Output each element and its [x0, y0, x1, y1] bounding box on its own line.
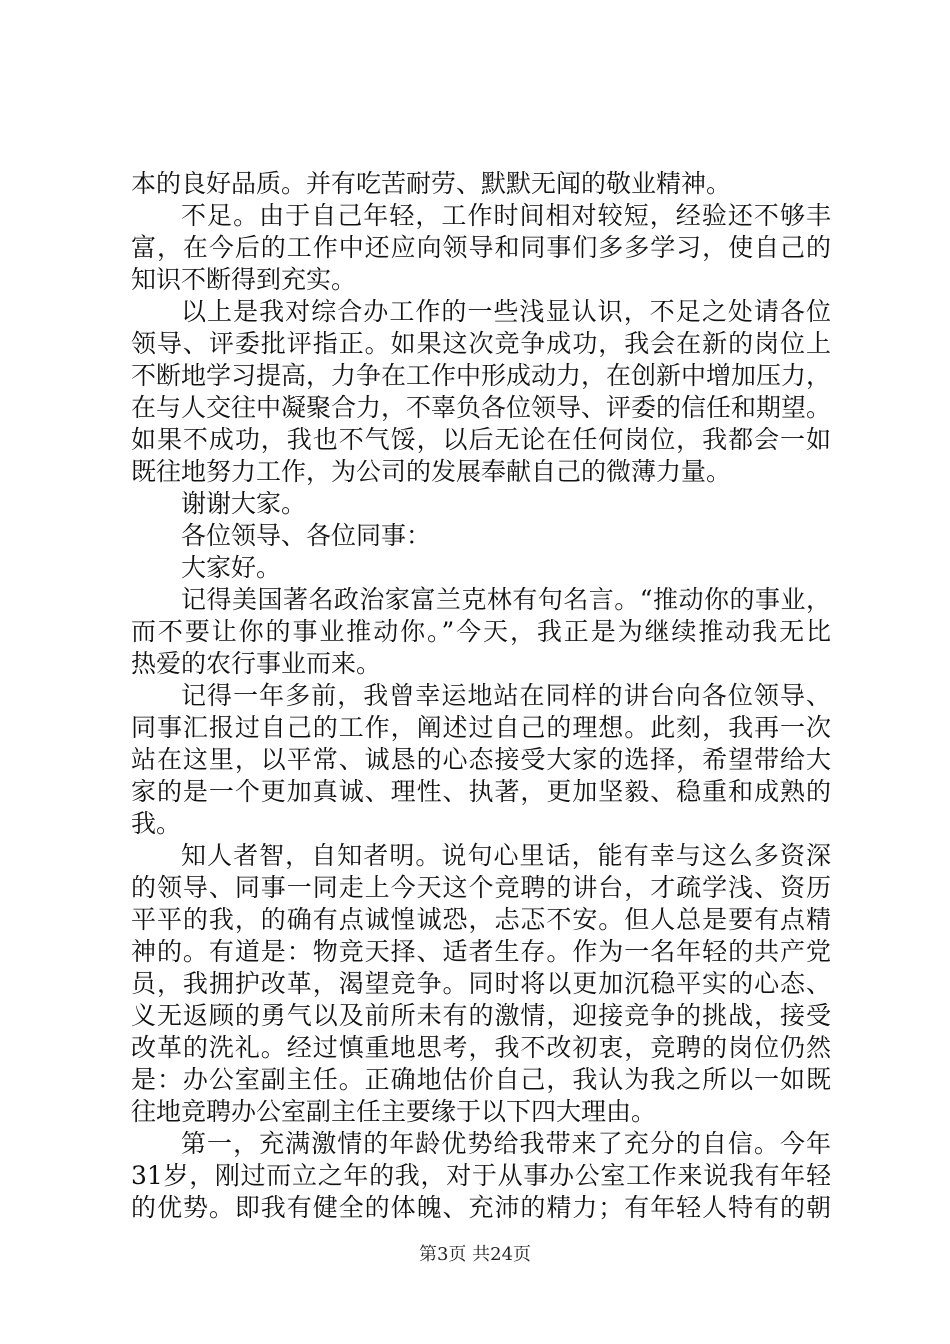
text-line: 热爱的农行事业而来。: [131, 649, 382, 678]
text-line: 义无返顾的勇气以及前所未有的激情，迎接竞争的挑战，接受: [131, 1001, 831, 1030]
text-line: 同事汇报过自己的工作，阐述过自己的理想。此刻，我再一次: [131, 713, 831, 742]
page-footer: 第3页 共24页: [418, 1244, 532, 1265]
text-line: 本的良好品质。并有吃苦耐劳、默默无闻的敬业精神。: [131, 169, 732, 198]
text-line: 以上是我对综合办工作的一些浅显认识，不足之处请各位: [181, 297, 831, 326]
text-line: 是：办公室副主任。正确地估价自己，我认为我之所以一如既: [131, 1065, 831, 1094]
text-line: 记得一年多前，我曾幸运地站在同样的讲台向各位领导、: [181, 681, 831, 710]
text-line: 在与人交往中凝聚合力，不辜负各位领导、评委的信任和期望。: [131, 393, 831, 422]
text-line: 大家好。: [181, 553, 282, 582]
text-line: 谢谢大家。: [181, 489, 307, 518]
text-line: 往地竞聘办公室副主任主要缘于以下四大理由。: [131, 1097, 657, 1126]
text-line: 如果不成功，我也不气馁，以后无论在任何岗位，我都会一如: [131, 425, 831, 454]
text-line: 不足。由于自己年轻，工作时间相对较短，经验还不够丰: [181, 201, 831, 230]
text-line: 神的。有道是：物竞天择、适者生存。作为一名年轻的共产党: [131, 937, 831, 966]
text-line: 既往地努力工作，为公司的发展奉献自己的微薄力量。: [131, 457, 732, 486]
text-line: 第一，充满激情的年龄优势给我带来了充分的自信。今年: [181, 1129, 831, 1158]
text-line: 富，在今后的工作中还应向领导和同事们多多学习，使自己的: [131, 233, 831, 262]
text-line: 的优势。即我有健全的体魄、充沛的精力；有年轻人特有的朝: [131, 1193, 831, 1222]
text-line: 知人者智，自知者明。说句心里话，能有幸与这么多资深: [181, 841, 831, 870]
text-line: 而不要让你的事业推动你。”今天，我正是为继续推动我无比: [131, 617, 831, 646]
text-line: 家的是一个更加真诚、理性、执著，更加坚毅、稳重和成熟的: [131, 777, 831, 806]
text-line: 改革的洗礼。经过慎重地思考，我不改初衷，竞聘的岗位仍然: [131, 1033, 831, 1062]
text-line: 不断地学习提高，力争在工作中形成动力，在创新中增加压力，: [131, 361, 831, 390]
text-line: 知识不断得到充实。: [131, 265, 357, 294]
text-line: 的领导、同事一同走上今天这个竞聘的讲台，才疏学浅、资历: [131, 873, 831, 902]
text-line: 平平的我，的确有点诚惶诚恐，忐忑不安。但人总是要有点精: [131, 905, 831, 934]
text-line: 站在这里，以平常、诚恳的心态接受大家的选择，希望带给大: [131, 745, 831, 774]
text-line: 我。: [131, 809, 182, 838]
text-line: 记得美国著名政治家富兰克林有句名言。“推动你的事业，: [181, 585, 831, 614]
document-body: [131, 168, 831, 1224]
text-line: 各位领导、各位同事：: [181, 521, 432, 550]
text-line: 领导、评委批评指正。如果这次竞争成功，我会在新的岗位上: [131, 329, 831, 358]
text-line: 31岁，刚过而立之年的我，对于从事办公室工作来说我有年轻: [131, 1161, 831, 1190]
text-line: 员，我拥护改革，渴望竞争。同时将以更加沉稳平实的心态、: [131, 969, 831, 998]
